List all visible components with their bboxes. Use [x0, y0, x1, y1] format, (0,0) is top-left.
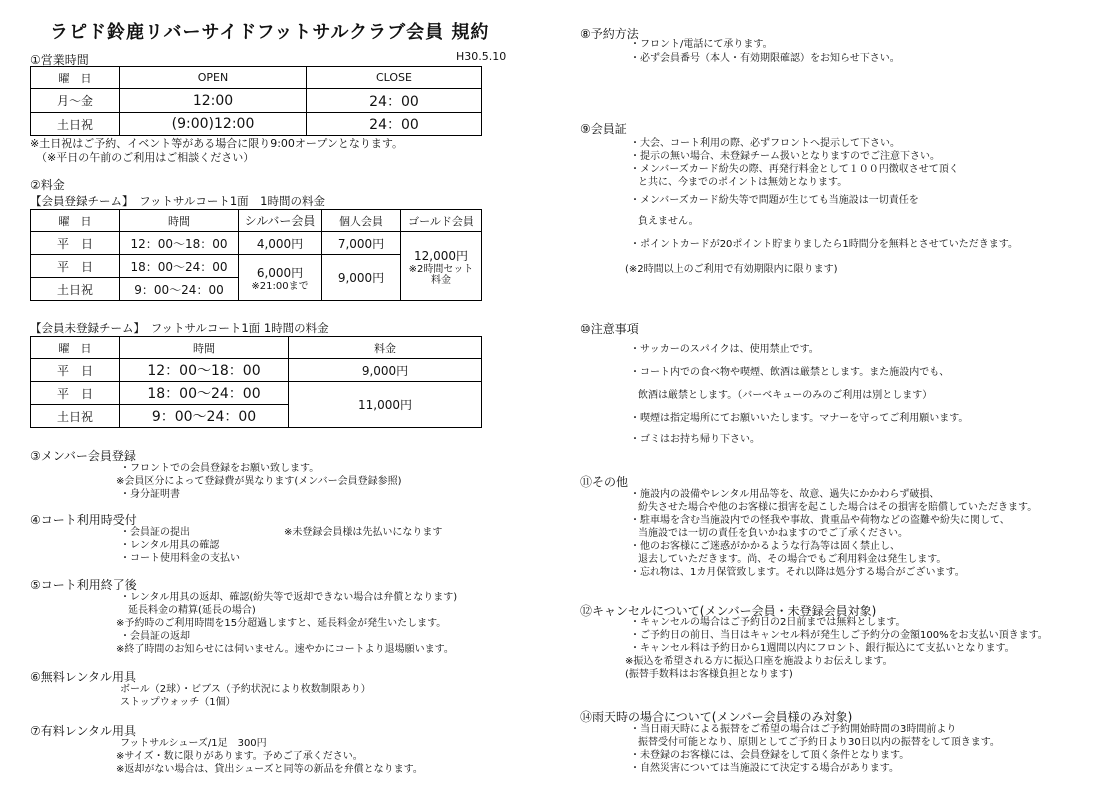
- text-line: ボール（2球）・ビブス（予約状況により枚数制限あり）: [120, 684, 371, 695]
- table-cell: 11,000円: [289, 382, 482, 428]
- section-heading-rainy-day: ⑭雨天時の場合について(メンバー会員様のみ対象): [580, 710, 853, 724]
- text-line: ※サイズ・数に限りがあります。予めご了承ください。: [116, 751, 363, 762]
- member-fee-table: [30, 209, 482, 301]
- text-line: ・コート使用料金の支払い: [120, 553, 240, 564]
- text-line: ・キャンセル料は予約日から1週間以内にフロント、銀行振込にて支払いとなります。: [630, 643, 1015, 654]
- text-line: と共に、今までのポイントは無効となります。: [638, 177, 848, 188]
- text-line: 延長料金の精算(延長の場合): [128, 605, 256, 616]
- table-cell: 12:00: [120, 89, 307, 113]
- table-cell: (9:00)12:00: [120, 113, 307, 136]
- table-cell: 平 日: [31, 359, 120, 382]
- text-line: 振替受付可能となり、原則としてご予約日より30日以内の振替をして頂きます。: [638, 737, 1000, 748]
- text-line: ・メンバーズカード紛失の際、再発行料金として１００円徴収させて頂く: [630, 164, 959, 175]
- text-line: ※終了時間のお知らせには伺いません。速やかにコートより退場願います。: [116, 644, 454, 655]
- table-cell: 24：00: [307, 113, 482, 136]
- text-line: ・喫煙は指定場所にてお願いいたします。マナーを守ってご利用願います。: [630, 413, 969, 424]
- page-title: ラピド鈴鹿リバーサイドフットサルクラブ会員 規約: [50, 22, 490, 43]
- section-heading-member-registration: ③メンバー会員登録: [30, 449, 136, 463]
- text-line: ・キャンセルの場合はご予約日の2日前までは無料とします。: [630, 617, 906, 628]
- text-line: ・レンタル用具の確認: [120, 540, 220, 551]
- table-cell: 平 日: [31, 382, 120, 405]
- gold-fee-cell: [401, 232, 482, 301]
- table-header: シルバー会員: [239, 210, 322, 232]
- text-line: ・コート内での食べ物や喫煙、飲酒は厳禁とします。また施設内でも、: [630, 367, 950, 378]
- text-line: 紛失させた場合や他のお客様に損害を起こした場合はその損害を賠償していただきます。: [638, 502, 1038, 513]
- section-heading-court-checkin: ④コート利用時受付: [30, 513, 137, 527]
- table-cell: 土日祝: [31, 113, 120, 136]
- text-line: (振替手数料はお客様負担となります): [625, 669, 793, 680]
- gold-fee-note: ※2時間セット料金: [408, 263, 474, 286]
- table-cell: 9,000円: [322, 255, 401, 301]
- silver-fee-value: 6,000円: [256, 265, 304, 280]
- table-header: 時間: [120, 210, 239, 232]
- table-cell: 7,000円: [322, 232, 401, 255]
- text-line: (※2時間以上のご利用で有効期限内に限ります): [625, 264, 838, 275]
- text-line: ※返却がない場合は、貸出シューズと同等の新品を弁償となります。: [116, 764, 423, 775]
- table-cell: 平 日: [31, 255, 120, 278]
- text-line: ・大会、コート利用の際、必ずフロントへ提示して下さい。: [630, 138, 900, 149]
- table-cell: 18：00～24：00: [120, 255, 239, 278]
- text-line: フットサルシューズ/1足 300円: [120, 738, 267, 749]
- table-cell: 月～金: [31, 89, 120, 113]
- text-line: ※振込を希望される方に振込口座を施設よりお伝えします。: [625, 656, 893, 667]
- text-line: ・未登録のお客様には、会員登録をして頂く条件となります。: [630, 750, 910, 761]
- note-line: ※土日祝はご予約、イベント等がある場合に限り9:00オープンとなります。: [30, 137, 404, 150]
- gold-fee-value: 12,000円: [414, 248, 468, 263]
- section-heading-precautions: ⑩注意事項: [580, 322, 639, 336]
- table-cell: 9：00～24：00: [120, 405, 289, 428]
- silver-fee-cell: [239, 255, 322, 301]
- text-line: ・自然災害については当施設にて決定する場合があります。: [630, 763, 899, 774]
- text-line: ・フロント/電話にて承ります。: [630, 39, 773, 50]
- section-heading-free-rental: ⑥無料レンタル用具: [30, 670, 136, 684]
- table-cell: 平 日: [31, 232, 120, 255]
- note-line: （※平日の午前のご利用はご相談ください）: [36, 151, 255, 164]
- table-cell: 土日祝: [31, 278, 120, 301]
- table-cell: 9：00～24：00: [120, 278, 239, 301]
- table-cell: 4,000円: [239, 232, 322, 255]
- text-line: ・会員証の返却: [120, 631, 190, 642]
- text-line: 当施設では一切の責任を負いかねますのでご了承ください。: [638, 528, 908, 539]
- text-line: ストップウォッチ（1個）: [120, 697, 236, 708]
- table-header: OPEN: [120, 67, 307, 89]
- section-heading-after-court-use: ⑤コート利用終了後: [30, 578, 137, 592]
- nonmember-fee-subtitle: 【会員未登録チーム】 フットサルコート1面 1時間の料金: [30, 321, 329, 335]
- business-hours-table: [30, 66, 482, 136]
- text-line: ・他のお客様にご迷惑がかかるような行為等は固く禁止し、: [630, 541, 900, 552]
- table-cell: 12：00～18：00: [120, 232, 239, 255]
- text-line: 退去していただきます。尚、その場合でもご利用料金は発生します。: [638, 554, 947, 565]
- table-header: ゴールド会員: [401, 210, 482, 232]
- text-line: 負えません。: [638, 216, 699, 227]
- text-line: ・ゴミはお持ち帰り下さい。: [630, 434, 760, 445]
- text-line: ・提示の無い場合、未登録チーム扱いとなりますのでご注意下さい。: [630, 151, 940, 162]
- text-line: ・必ず会員番号（本人・有効期限確認）をお知らせ下さい。: [630, 53, 900, 64]
- document-date: H30.5.10: [456, 50, 507, 63]
- text-line: 飲酒は厳禁とします。（バーベキューのみのご利用は別とします）: [638, 390, 933, 401]
- text-line: ・フロントでの会員登録をお願い致します。: [120, 463, 320, 474]
- table-cell: 24：00: [307, 89, 482, 113]
- text-line: ・サッカーのスパイクは、使用禁止です。: [630, 344, 819, 355]
- text-line: ・ポイントカードが20ポイント貯まりましたら1時間分を無料とさせていただきます。: [630, 239, 1018, 250]
- text-line: ・忘れ物は、1カ月保管致します。それ以降は処分する場合がございます。: [630, 567, 965, 578]
- table-header: 時間: [120, 337, 289, 359]
- section-heading-other: ⑪その他: [580, 475, 629, 489]
- table-cell: 9,000円: [289, 359, 482, 382]
- text-line: ・レンタル用具の返却、確認(紛失等で返却できない場合は弁償となります): [120, 592, 458, 603]
- section-heading-fees: ②料金: [30, 178, 65, 192]
- nonmember-fee-table: [30, 336, 482, 428]
- text-line: ※会員区分によって登録費が異なります(メンバー会員登録参照): [116, 476, 402, 487]
- silver-fee-note: ※21:00まで: [251, 280, 309, 292]
- text-line: ・会員証の提出: [120, 527, 190, 538]
- section-heading-reservation: ⑧予約方法: [580, 27, 639, 41]
- table-header: 曜 日: [31, 337, 120, 359]
- member-fee-subtitle: 【会員登録チーム】 フットサルコート1面 1時間の料金: [30, 194, 326, 208]
- section-heading-member-card: ⑨会員証: [580, 122, 627, 136]
- table-cell: 土日祝: [31, 405, 120, 428]
- section-heading-cancellation: ⑫キャンセルについて(メンバー会員・未登録会員対象): [580, 604, 877, 618]
- text-line: ※予約時のご利用時間を15分超過しますと、延長料金が発生いたします。: [116, 618, 447, 629]
- text-line: ・施設内の設備やレンタル用品等を、故意、過失にかかわらず破損、: [630, 489, 940, 500]
- section-heading-business-hours: ①営業時間: [30, 53, 89, 67]
- table-header: 曜 日: [31, 67, 120, 89]
- table-header: CLOSE: [307, 67, 482, 89]
- text-line: ・当日雨天時による振替をご希望の場合はご予約開始時間の3時間前より: [630, 724, 957, 735]
- text-line: ・ご予約日の前日、当日はキャンセル料が発生しご予約分の金額100%をお支払い頂きます。: [630, 630, 1048, 641]
- text-line: ※未登録会員様は先払いになります: [284, 527, 443, 538]
- table-header: 料金: [289, 337, 482, 359]
- table-cell: 12：00～18：00: [120, 359, 289, 382]
- text-line: ・メンバーズカード紛失等で問題が生じても当施設は一切責任を: [630, 195, 919, 206]
- table-header: 曜 日: [31, 210, 120, 232]
- text-line: ・駐車場を含む当施設内での怪我や事故、貴重品や荷物などの盗難や紛失に関して、: [630, 515, 1010, 526]
- text-line: ・身分証明書: [120, 489, 180, 500]
- section-heading-paid-rental: ⑦有料レンタル用具: [30, 724, 136, 738]
- table-cell: 18：00～24：00: [120, 382, 289, 405]
- table-header: 個人会員: [322, 210, 401, 232]
